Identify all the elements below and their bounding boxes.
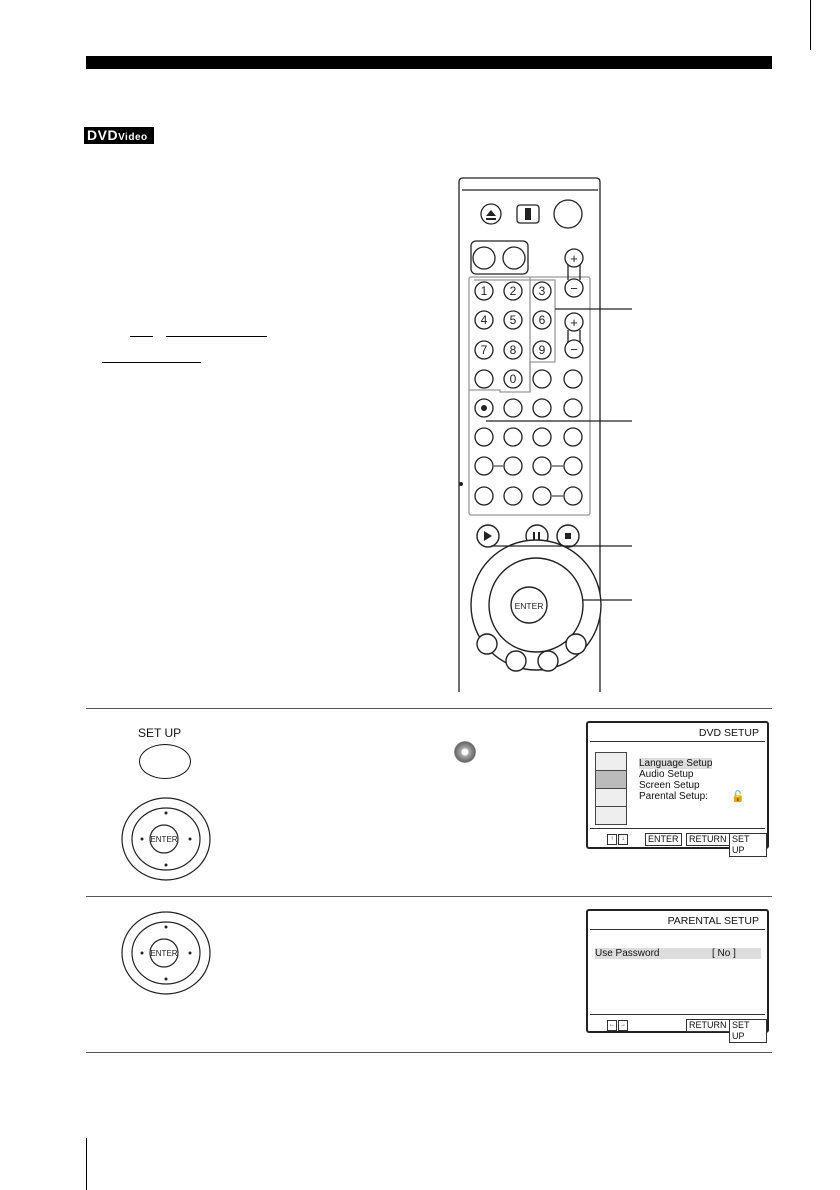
dvd-icon	[595, 770, 627, 789]
osd-title: PARENTAL SETUP	[667, 915, 759, 927]
underline-fragment	[166, 336, 267, 337]
use-password-label: Use Password	[595, 948, 660, 959]
digit-4: 4	[480, 313, 488, 327]
return-button-label: RETURN	[686, 1019, 730, 1032]
svg-text:ENTER: ENTER	[150, 949, 178, 958]
svg-text:+: +	[570, 251, 578, 266]
down-arrow-icon: ↓	[618, 834, 628, 845]
step-divider	[86, 708, 772, 709]
osd-title: DVD SETUP	[698, 727, 759, 739]
dvd-setup-screen	[586, 721, 769, 855]
svg-text:+: +	[570, 315, 578, 330]
digit-2: 2	[509, 284, 517, 298]
setup-button-label: SET UP	[729, 1019, 767, 1043]
return-button-label: RETURN	[686, 833, 730, 846]
left-arrow-icon: ←	[607, 1020, 617, 1031]
underline-fragment	[102, 362, 201, 363]
setup-button-label: SET UP	[729, 833, 767, 857]
digit-6: 6	[538, 313, 546, 327]
digit-8: 8	[509, 343, 517, 357]
dvd-video-badge: DVDVideo	[84, 127, 154, 144]
up-arrow-icon: ↑	[607, 834, 617, 845]
enter-button-label: ENTER	[645, 833, 682, 846]
setup-button[interactable]	[139, 744, 191, 779]
direction-pad-illustration[interactable]	[120, 910, 212, 996]
menu-item-language-setup[interactable]: Language Setup	[639, 758, 713, 769]
underline-fragment	[130, 336, 153, 337]
menu-item-screen-setup[interactable]: Screen Setup	[639, 780, 700, 791]
svg-text:ENTER: ENTER	[150, 835, 178, 844]
digit-3: 3	[538, 284, 546, 298]
svg-text:−: −	[570, 342, 578, 357]
digit-7: 7	[480, 343, 488, 357]
use-password-row[interactable]	[595, 948, 761, 959]
right-arrow-icon: →	[618, 1020, 628, 1031]
svg-text:ENTER: ENTER	[514, 601, 544, 611]
parental-setup-screen	[586, 909, 769, 1041]
lock-icon: 🔓	[731, 791, 745, 803]
step-divider	[86, 1052, 772, 1053]
program-icon	[595, 806, 627, 825]
step-divider	[86, 896, 772, 897]
remote-control-illustration	[455, 176, 640, 696]
menu-item-parental-setup[interactable]: Parental Setup:	[639, 791, 708, 802]
disc-icon	[454, 741, 476, 763]
use-password-value: [ No ]	[712, 948, 736, 959]
digit-9: 9	[538, 343, 546, 357]
title-bar	[86, 56, 772, 69]
digit-1: 1	[480, 284, 488, 298]
video-icon	[595, 788, 627, 807]
menu-item-audio-setup[interactable]: Audio Setup	[639, 769, 694, 780]
svg-text:−: −	[570, 281, 578, 296]
margin-line	[86, 1138, 87, 1190]
digit-5: 5	[509, 313, 517, 327]
preference-icon	[595, 752, 627, 771]
direction-pad-illustration[interactable]	[120, 796, 212, 882]
corner-mark	[810, 0, 811, 50]
setup-key-label: SET UP	[138, 726, 182, 740]
digit-0: 0	[509, 372, 517, 386]
